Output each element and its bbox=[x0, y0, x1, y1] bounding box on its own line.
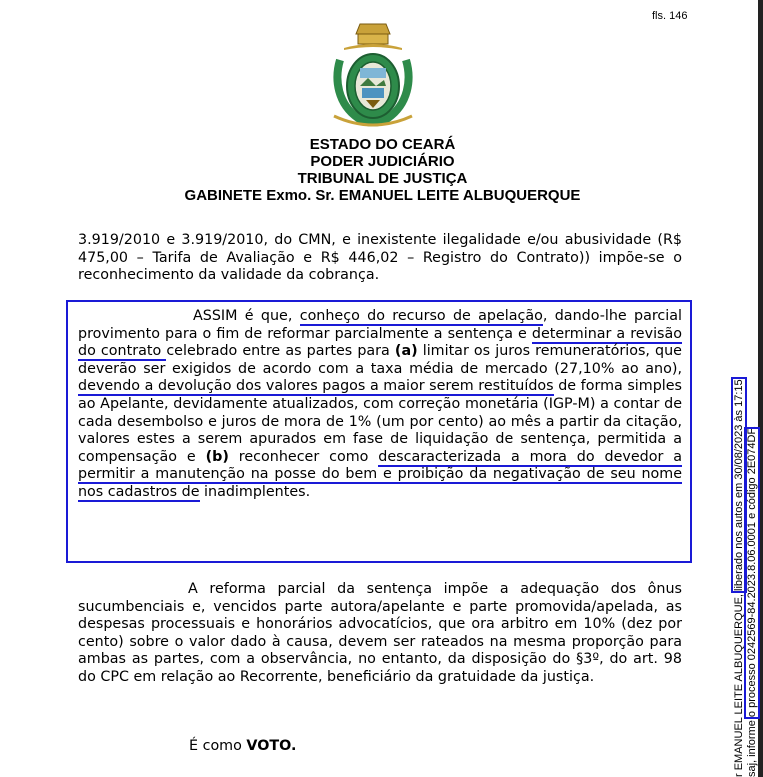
paragraph-3 bbox=[78, 581, 682, 687]
p2-text-7: inadimplentes. bbox=[199, 483, 311, 500]
p2-underline-3: devendo a devolução dos valores pagos a maior serem restituídos bbox=[78, 378, 554, 395]
signature-line-1a: r EMANUEL LEITE ALBUQUERQUE, bbox=[733, 590, 745, 777]
vote-word: VOTO. bbox=[246, 738, 297, 754]
state-seal-icon bbox=[330, 20, 416, 132]
paragraph-2 bbox=[78, 308, 682, 502]
p2-text-4: limitar os juros remuneratórios, que deverão ser exigidos de acordo com a taxa média de mercado (27,10% ao ano), bbox=[78, 343, 682, 377]
p2-text-3: celebrado entre as partes para bbox=[166, 343, 395, 360]
signature-line-1 bbox=[733, 317, 746, 777]
paragraph-1: 3.919/2010 e 3.919/2010, do CMN, e inexistente ilegalidade e/ou abusividade (R$ 475,00 – Tarifa de Avaliação e R$ 446,02 – Registro do Contrato)) impõe-se o reconhecimento da validade da cobrança. bbox=[78, 232, 682, 284]
p2-text-1: ASSIM é que, bbox=[193, 308, 300, 324]
signature-line-1c: . bbox=[733, 376, 745, 380]
vote-line bbox=[189, 738, 296, 754]
p2-text-2: , dando-lhe parcial provimento para o fim de reformar parcialmente a sentença e bbox=[78, 308, 682, 342]
vote-prefix: É como bbox=[189, 738, 247, 754]
header-state: ESTADO DO CEARÁ bbox=[309, 136, 456, 153]
p2-underline-2: determinar a revisão do contrato bbox=[78, 325, 682, 360]
p2-text-5: de forma simples ao Apelante, devidamente atualizados, com correção monetária (IGP-M) a contar de cada desembolso e juros de mora de 1% (um por cento) ao mês a partir da citação, valores estes a serem apurados em fase de liquidação de sentença, permitida a compensação e bbox=[78, 378, 682, 465]
p2-text-6: reconhecer como bbox=[228, 448, 379, 465]
page-number: fls. 146 bbox=[652, 10, 688, 22]
signature-release-date: liberado nos autos em 30/08/2023 às 17:15 bbox=[733, 379, 745, 591]
header-court: TRIBUNAL DE JUSTIÇA bbox=[297, 170, 468, 187]
p2-underline-4: descaracterizada a mora do devedor a permitir a manutenção na posse do bem e proibição da negativação de seu nome nos cadastros de bbox=[78, 448, 682, 500]
document-header bbox=[80, 136, 685, 204]
p3-text: A reforma parcial da sentença impõe a adequação dos ônus sucumbenciais e, vencidos parte autora/apelante e parte promovida/apelada, as despesas processuais e honorários advocatícios, que ora arbitro em 10% (dez por cento) sobre o valor dado à causa, devem ser rateados na mesma proporção para ambas as partes, com a observância, no entanto, da disposição do §3º, do art. 98 do CPC em relação ao Recorrente, beneficiário da gratuidade da justiça. bbox=[78, 581, 682, 685]
signature-process-code: o processo 0242569-84.2023.8.06.0001 e código 2E074DF bbox=[746, 429, 758, 718]
header-cabinet: GABINETE Exmo. Sr. EMANUEL LEITE ALBUQUERQUE bbox=[184, 187, 581, 204]
signature-line-2c: . bbox=[746, 425, 758, 430]
header-power: PODER JUDICIÁRIO bbox=[310, 153, 455, 170]
digital-signature-margin bbox=[733, 317, 759, 777]
p2-underline-1: conheço do recurso de apelação bbox=[299, 308, 543, 324]
signature-line-2a: saj, informe bbox=[746, 717, 758, 777]
p2-item-a: (a) bbox=[394, 343, 418, 360]
p2-item-b: (b) bbox=[205, 448, 229, 465]
signature-line-2 bbox=[746, 317, 759, 777]
